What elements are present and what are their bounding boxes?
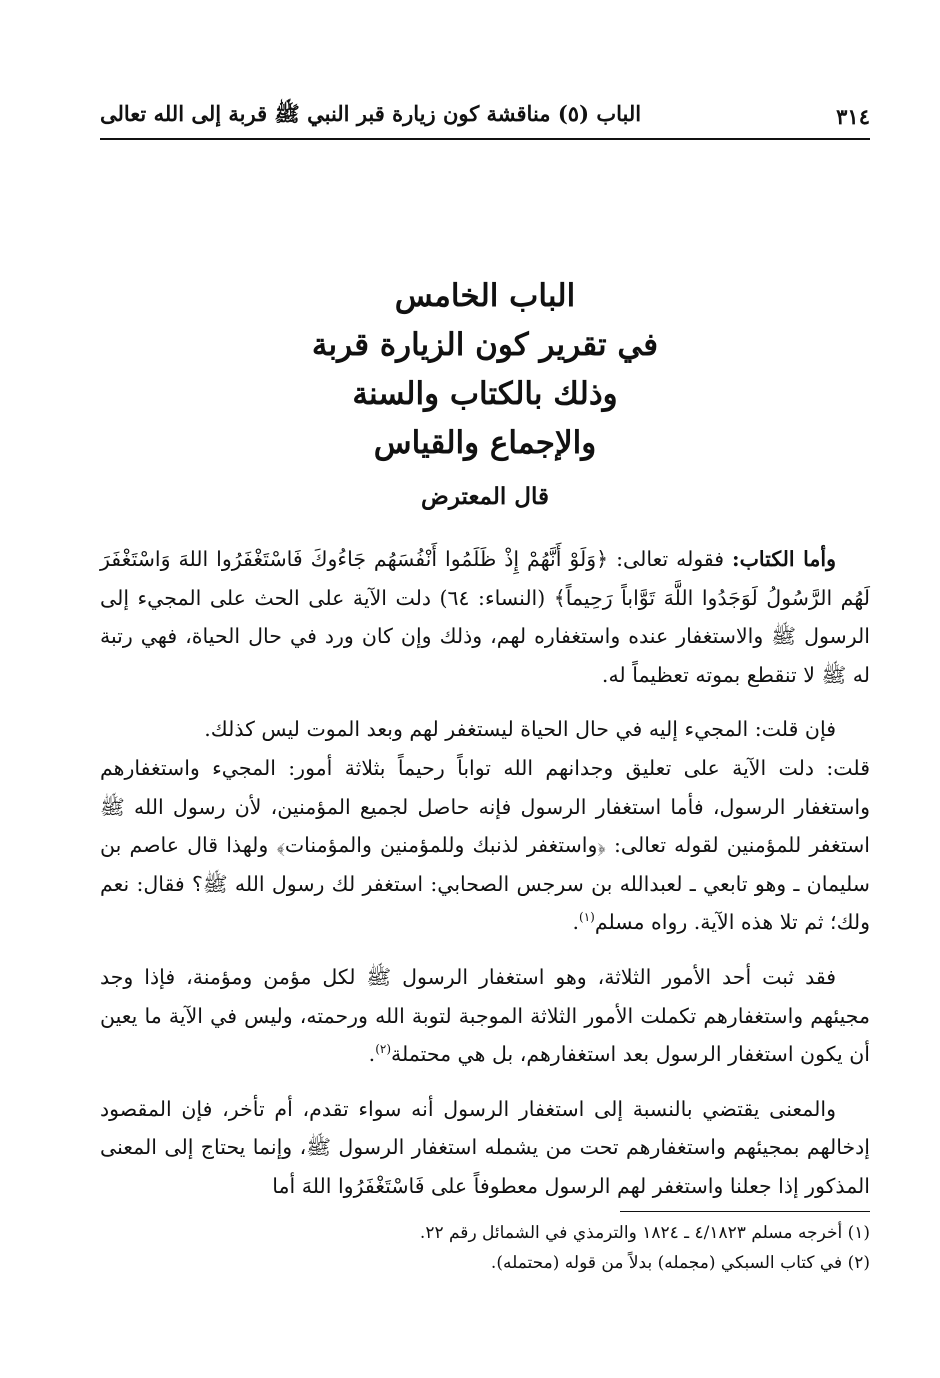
footnote-1: (١) أخرجه مسلم ٤/١٨٢٣ ـ ١٨٢٤ والترمذي في الشمائل رقم ٢٢. — [419, 1223, 870, 1243]
chapter-title-line-3: وذلك بالكتاب والسنة — [352, 376, 618, 412]
header-rule — [100, 138, 870, 140]
paragraph-3-end: . — [572, 910, 579, 935]
chapter-title-line-4: والإجماع والقياس — [373, 425, 597, 461]
paragraph-1 — [100, 540, 870, 694]
paragraph-4 — [100, 958, 870, 1074]
paragraph-4-end: . — [368, 1042, 376, 1067]
body-text — [100, 540, 870, 1222]
running-header — [100, 96, 870, 136]
footnote-2: (٢) في كتاب السبكي (مجمله) بدلاً من قوله (محتمله). — [490, 1253, 870, 1273]
footnote-ref-1[interactable]: (١) — [579, 910, 595, 925]
section-heading: قال المعترض — [421, 483, 549, 510]
page-number: ٣١٤ — [836, 103, 870, 129]
chapter-title-line-1: الباب الخامس — [394, 278, 576, 314]
running-title: الباب (٥) مناقشة كون زيارة قبر النبي ﷺ قربة إلى الله تعالى — [100, 100, 642, 126]
paragraph-3-text: قلت: دلت الآية على تعليق وجدانهم الله تواباً رحيماً بثلاثة أمور: المجيء واستغفارهم واستغفار الرسول، فأما استغفار الرسول فإنه حاصل لجميع المؤمنين، لأن رسول الله ﷺ استغفر للمؤمنين لقوله تعالى: ﴿واستغفر لذنبك وللمؤمنين والمؤمنات﴾ ولهذا قال عاصم بن سليمان ـ وهو تابعي ـ لعبدالله بن سرجس الصحابي: استغفر لك رسول الله ﷺ؟ فقال: نعم ولك؛ ثم تلا هذه الآية. رواه مسلم — [100, 755, 870, 935]
chapter-title — [100, 272, 870, 468]
paragraph-4-text: فقد ثبت أحد الأمور الثلاثة، وهو استغفار الرسول ﷺ لكل مؤمن ومؤمنة، فإذا وجد مجيئهم واستغفارهم تكملت الأمور الثلاثة الموجبة لتوبة الله ورحمته، وليس في الآية ما يعين أن يكون استغفار الرسول بعد استغفارهم، بل هي محتملة — [100, 964, 870, 1067]
paragraph-1-text: فقوله تعالى: ﴿وَلَوْ أَنَّهُمْ إِذْ ظَلَمُوا أَنْفُسَهُم جَاءُوكَ فَاسْتَغْفَرُوا اللهَ وَاسْتَغْفَرَ لَهُم الرَّسُولُ لَوَجَدُوا اللَّهَ تَوَّاباً رَحِيماً﴾ (النساء: ٦٤) دلت الآية على الحث على المجيء إلى الرسول ﷺ والاستغفار عنده واستغفاره لهم، وذلك وإن كان ورد في حال الحياة، فهي رتبة له ﷺ لا تنقطع بموته تعظيماً له. — [100, 547, 870, 687]
book-page — [100, 0, 870, 1378]
footnote-rule — [620, 1211, 870, 1212]
paragraph-1-lead: وأما الكتاب: — [732, 547, 836, 571]
paragraph-2: فإن قلت: المجيء إليه في حال الحياة ليستغفر لهم وبعد الموت ليس كذلك. — [204, 717, 836, 742]
paragraph-3 — [100, 749, 870, 942]
paragraph-5: والمعنى يقتضي بالنسبة إلى استغفار الرسول أنه سواء تقدم، أم تأخر، فإن المقصود إدخالهم بمجيئهم واستغفارهم تحت من يشمله استغفار الرسول ﷺ، وإنما يحتاج إلى المعنى المذكور إذا جعلنا واستغفر لهم الرسول معطوفاً على فَاسْتَغْفَرُوا اللهَ أما — [100, 1096, 870, 1198]
footnotes — [100, 1218, 870, 1278]
chapter-title-line-2: في تقرير كون الزيارة قربة — [311, 327, 659, 363]
footnote-ref-2[interactable]: (٢) — [375, 1042, 392, 1057]
